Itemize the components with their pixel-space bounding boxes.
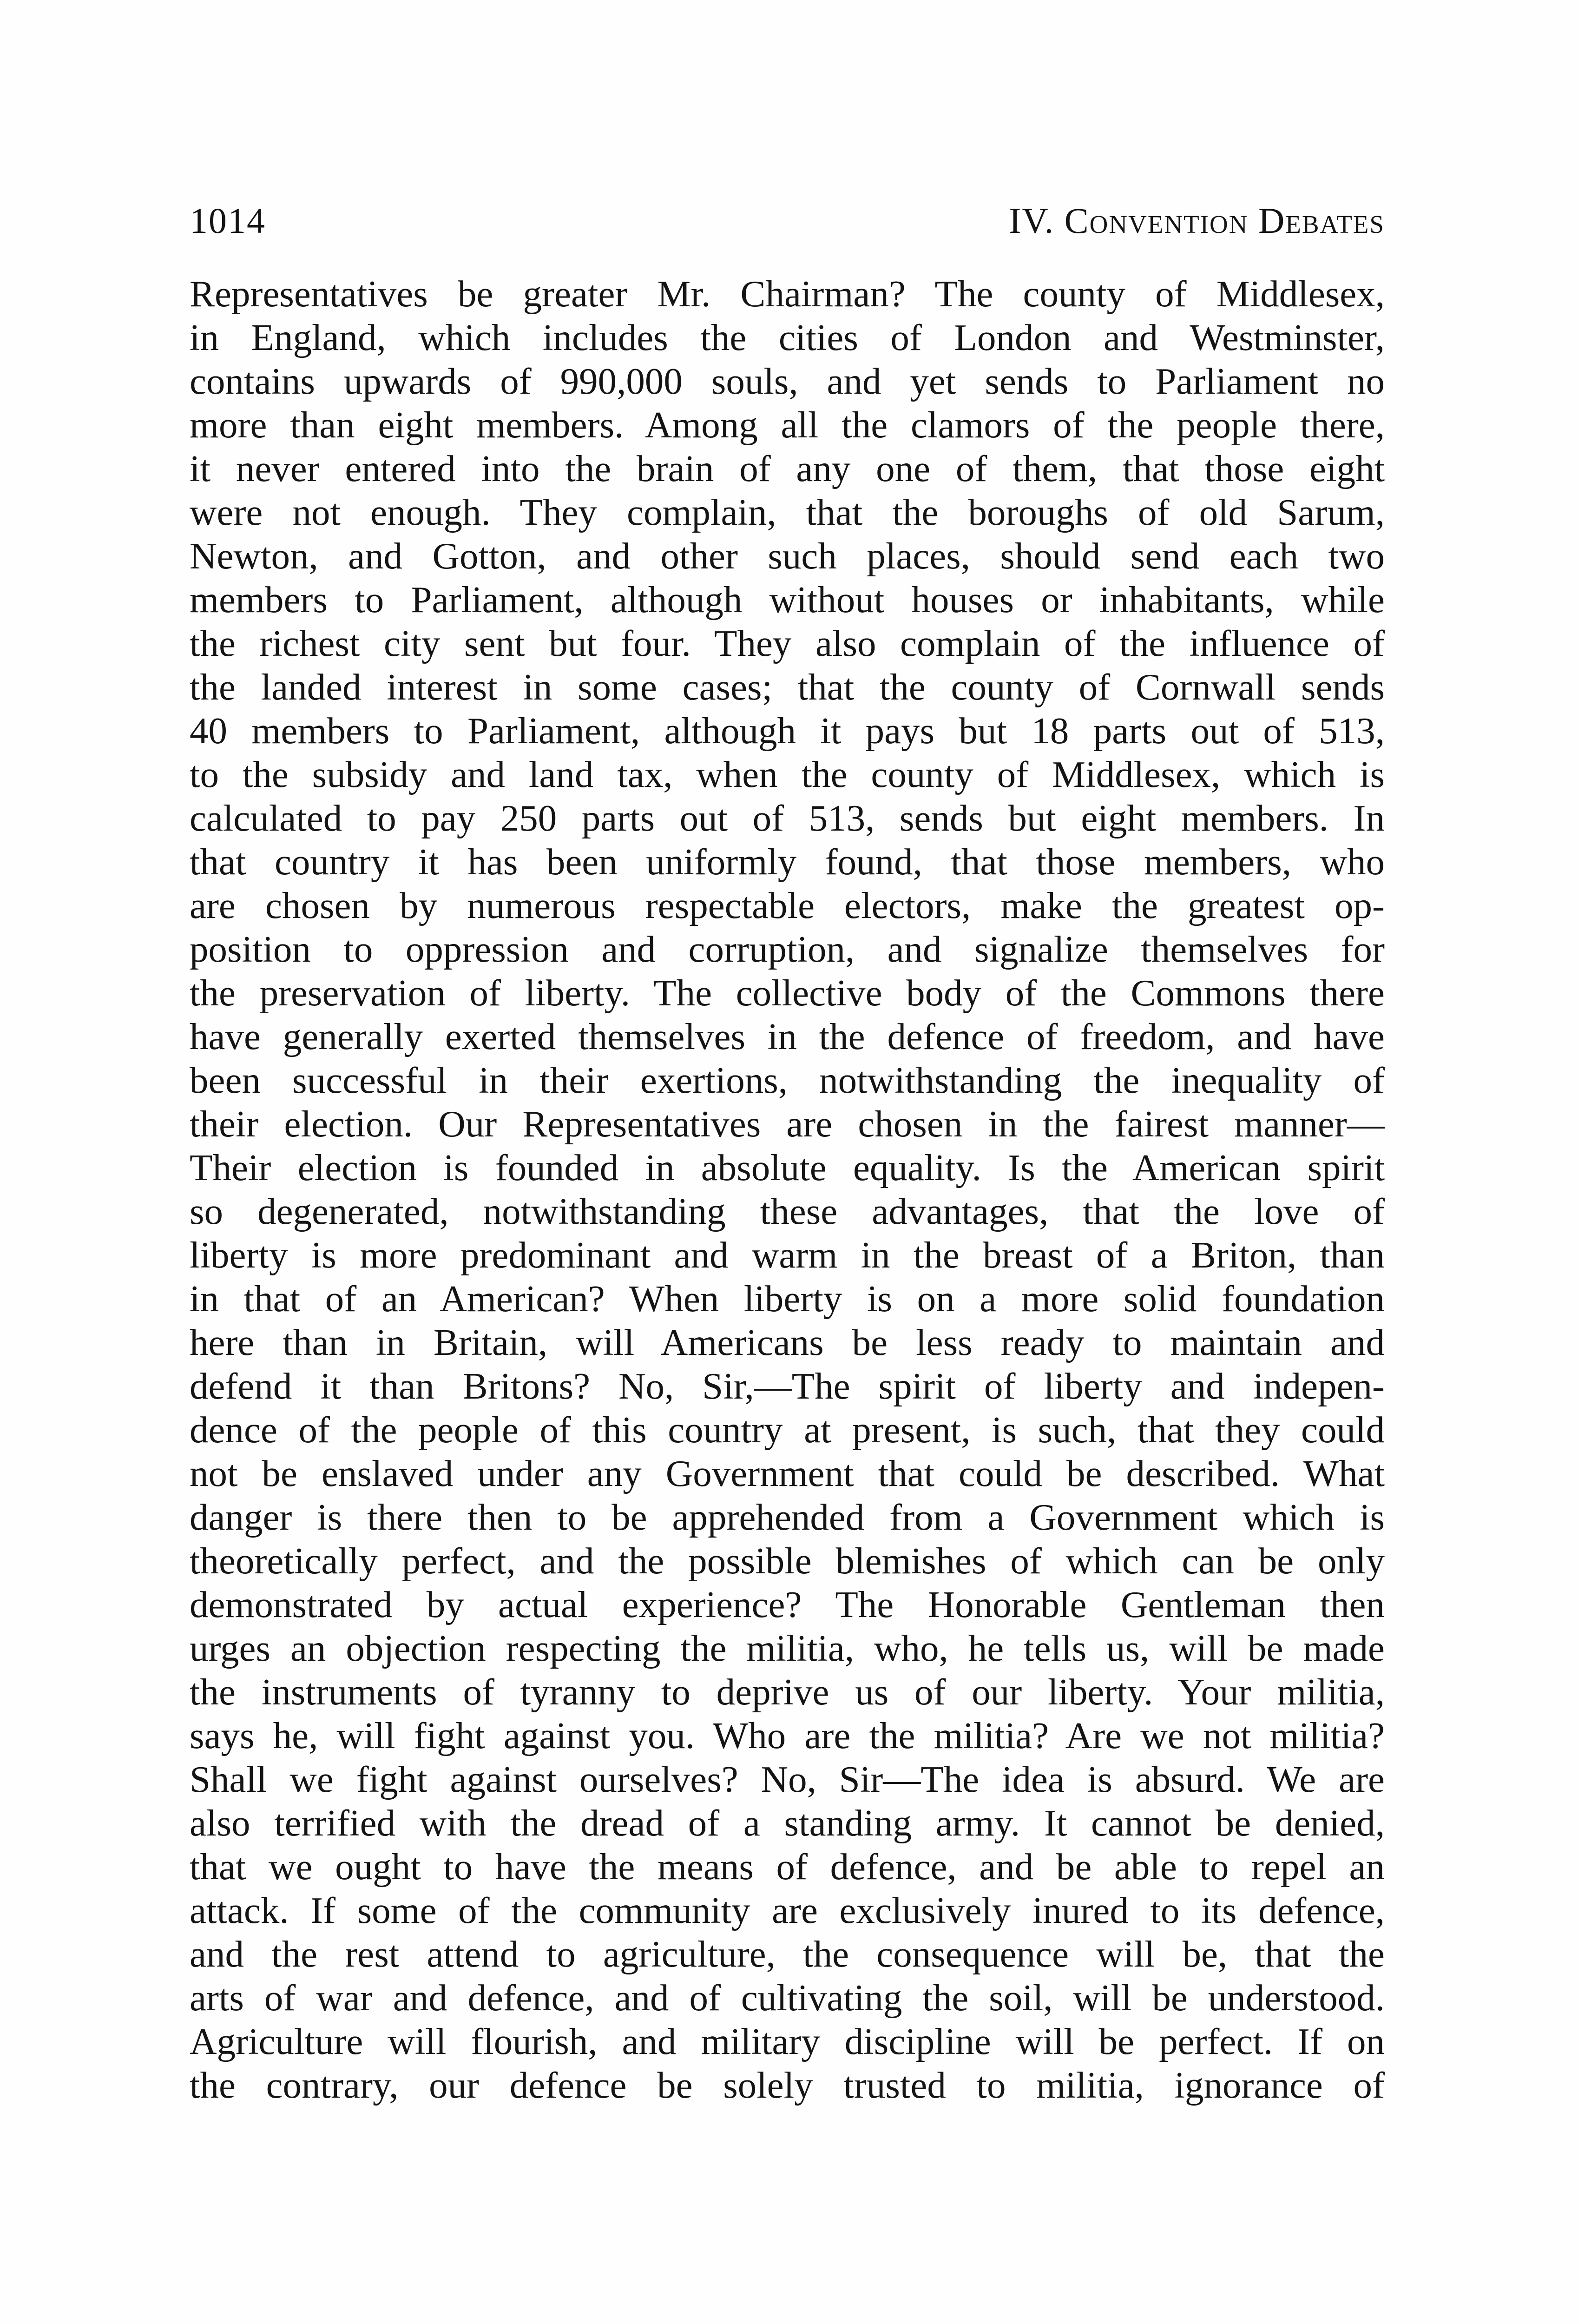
text-line: urges an objection respecting the militia, who, he tells us, will be made xyxy=(190,1627,1385,1669)
text-line: Newton, and Gotton, and other such places, should send each two xyxy=(190,535,1385,577)
text-line: position to oppression and corruption, and signalize themselves for xyxy=(190,928,1385,970)
text-line: more than eight members. Among all the clamors of the people there, xyxy=(190,404,1385,446)
text-line: the landed interest in some cases; that the county of Cornwall sends xyxy=(190,666,1385,708)
text-line: the instruments of tyranny to deprive us of our liberty. Your militia, xyxy=(190,1671,1385,1713)
text-line: the contrary, our defence be solely trusted to militia, ignorance of xyxy=(190,2064,1385,2106)
page-number: 1014 xyxy=(190,200,266,241)
text-line: so degenerated, notwithstanding these advantages, that the love of xyxy=(190,1190,1385,1232)
text-line: also terrified with the dread of a standing army. It cannot be denied, xyxy=(190,1802,1385,1844)
text-line: liberty is more predominant and warm in the breast of a Briton, than xyxy=(190,1234,1385,1276)
text-line: the preservation of liberty. The collective body of the Commons there xyxy=(190,972,1385,1014)
text-line: and the rest attend to agriculture, the consequence will be, that the xyxy=(190,1933,1385,1975)
text-line: been successful in their exertions, notwithstanding the inequality of xyxy=(190,1059,1385,1101)
text-line: says he, will fight against you. Who are the militia? Are we not militia? xyxy=(190,1715,1385,1756)
text-line: in England, which includes the cities of London and Westminster, xyxy=(190,317,1385,358)
text-line: 40 members to Parliament, although it pays but 18 parts out of 513, xyxy=(190,710,1385,752)
running-head: IV. Convention Debates xyxy=(1009,200,1385,241)
text-line: their election. Our Representatives are chosen in the fairest manner— xyxy=(190,1103,1385,1145)
text-line: to the subsidy and land tax, when the county of Middlesex, which is xyxy=(190,753,1385,795)
text-line: theoretically perfect, and the possible blemishes of which can be only xyxy=(190,1540,1385,1582)
text-line: not be enslaved under any Government that could be described. What xyxy=(190,1452,1385,1494)
text-line: Their election is founded in absolute equality. Is the American spirit xyxy=(190,1147,1385,1188)
text-line: arts of war and defence, and of cultivating the soil, will be understood. xyxy=(190,1977,1385,2019)
text-line: dence of the people of this country at present, is such, that they could xyxy=(190,1409,1385,1451)
text-line: contains upwards of 990,000 souls, and yet sends to Parliament no xyxy=(190,360,1385,402)
text-line: here than in Britain, will Americans be less ready to maintain and xyxy=(190,1321,1385,1363)
text-line: attack. If some of the community are exclusively inured to its defence, xyxy=(190,1889,1385,1931)
text-line: members to Parliament, although without houses or inhabitants, while xyxy=(190,579,1385,621)
page-header xyxy=(190,195,1385,246)
body-text xyxy=(190,272,1385,2107)
text-line: the richest city sent but four. They also complain of the influence of xyxy=(190,622,1385,664)
text-line: it never entered into the brain of any one of them, that those eight xyxy=(190,448,1385,489)
text-line: were not enough. They complain, that the boroughs of old Sarum, xyxy=(190,491,1385,533)
text-line: are chosen by numerous respectable electors, make the greatest op- xyxy=(190,885,1385,926)
text-line: Shall we fight against ourselves? No, Sir—The idea is absurd. We are xyxy=(190,1758,1385,1800)
text-line: have generally exerted themselves in the defence of freedom, and have xyxy=(190,1016,1385,1057)
text-line: Representatives be greater Mr. Chairman? The county of Middlesex, xyxy=(190,273,1385,315)
text-line: demonstrated by actual experience? The Honorable Gentleman then xyxy=(190,1584,1385,1625)
text-line: danger is there then to be apprehended from a Government which is xyxy=(190,1496,1385,1538)
text-line: that country it has been uniformly found, that those members, who xyxy=(190,841,1385,883)
text-line: calculated to pay 250 parts out of 513, sends but eight members. In xyxy=(190,797,1385,839)
text-line: that we ought to have the means of defence, and be able to repel an xyxy=(190,1846,1385,1888)
text-line: Agriculture will flourish, and military discipline will be perfect. If on xyxy=(190,2020,1385,2062)
text-line: in that of an American? When liberty is on a more solid foundation xyxy=(190,1278,1385,1320)
text-line: defend it than Britons? No, Sir,—The spirit of liberty and indepen- xyxy=(190,1365,1385,1407)
